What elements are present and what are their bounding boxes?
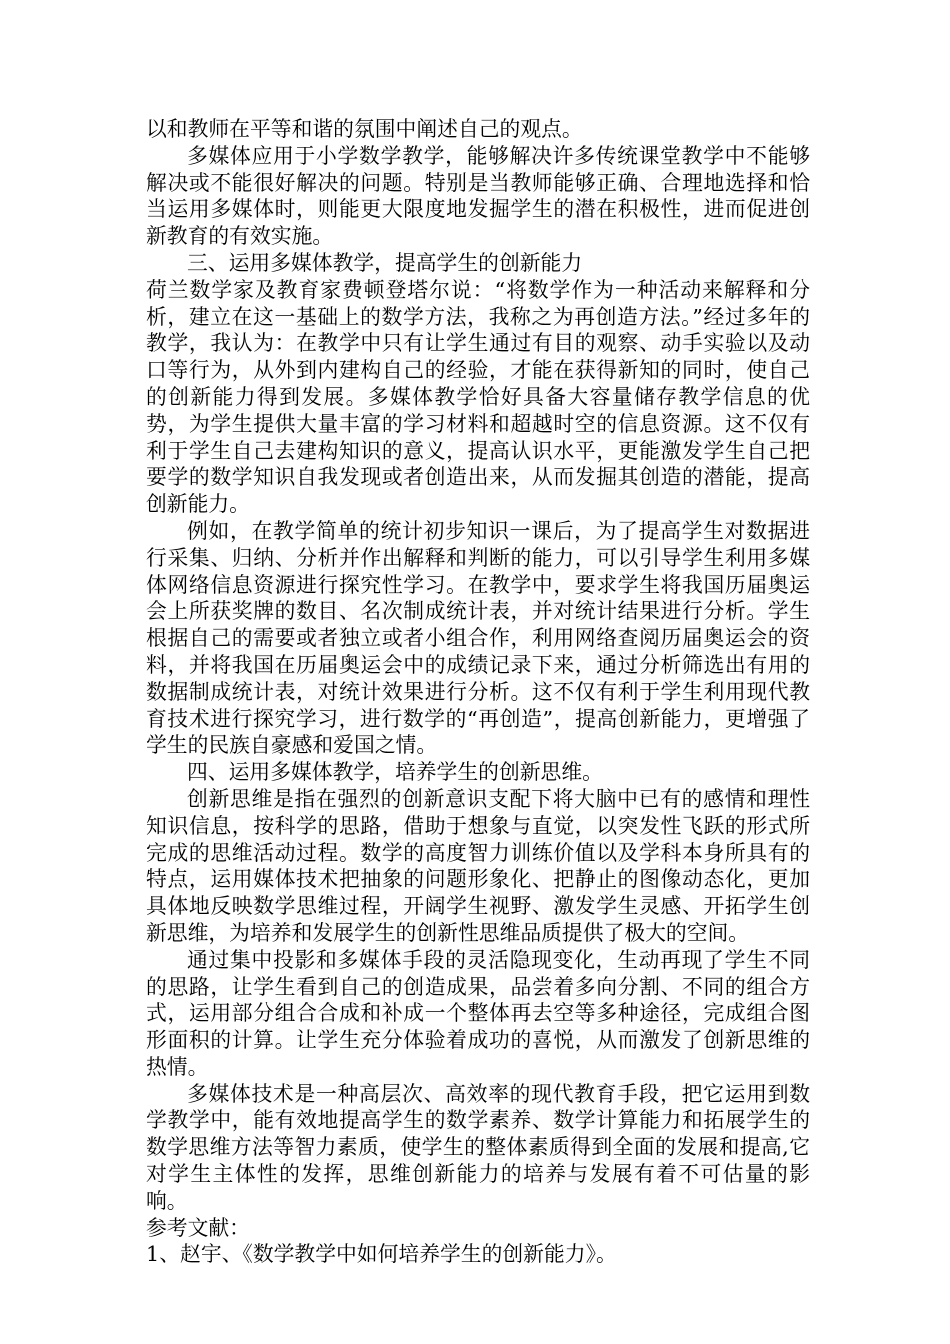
paragraph-projection-methods: 通过集中投影和多媒体手段的灵活隐现变化，生动再现了学生不同的思路，让学生看到自己的创造成果，品尝着多向分割、不同的组合方式，运用部分组合合成和补成一个整体再去空等多种途径，完成组合图形面积的计算。让学生充分体验着成功的喜悦，从而激发了创新思维的热情。 — [146, 947, 810, 1079]
section-heading-three: 三、运用多媒体教学，提高学生的创新能力 — [187, 250, 583, 275]
paragraph-conclusion: 多媒体技术是一种高层次、高效率的现代教育手段，把它运用到数学教学中，能有效地提高学生的数学素养、数学计算能力和拓展学生的数学思维方法等智力素质，使学生的整体素质得到全面的发展和提高,它对学生主体性的发挥，思维创新能力的培养与发展有着不可估量的影响。 — [146, 1081, 810, 1213]
paragraph-creative-thinking: 创新思维是指在强烈的创新意识支配下将大脑中已有的感情和理性知识信息，按科学的思路，借助于想象与直觉，以突发性飞跃的形式所完成的思维活动过程。数学的高度智力训练价值以及学科本身所具有的特点，运用媒体技术把抽象的问题形象化、把静止的图像动态化，更加具体地反映数学思维过程，开阔学生视野、激发学生灵感、开拓学生创新思维，为培养和发展学生的创新性思维品质提供了极大的空间。 — [146, 786, 810, 945]
references-heading: 参考文献： — [146, 1215, 250, 1240]
paragraph-continuation: 以和教师在平等和谐的氛围中阐述自己的观点。 — [146, 117, 583, 141]
paragraph-multimedia-application: 多媒体应用于小学数学教学，能够解决许多传统课堂教学中不能够解决或不能很好解决的问题。特别是当教师能够正确、合理地选择和恰当运用多媒体时，则能更大限度地发掘学生的潜在积极性，进而促进创新教育的有效实施。 — [146, 143, 810, 249]
document-page — [146, 116, 810, 1268]
paragraph-freudenthal-quote: 荷兰数学家及教育家费顿登塔尔说：“将数学作为一种活动来解释和分析，建立在这一基础上的数学方法，我称之为再创造方法。”经过多年的教学，我认为：在教学中只有让学生通过有目的观察、动手实验以及动口等行为，从外到内建构自己的经验，才能在获得新知的同时，使自己的创新能力得到发展。多媒体教学恰好具备大容量储存教学信息的优势，为学生提供大量丰富的学习材料和超越时空的信息资源。这不仅有利于学生自己去建构知识的意义，提高认识水平，更能激发学生自己把要学的数学知识自我发现或者创造出来，从而发掘其创造的潜能，提高创新能力。 — [146, 277, 810, 517]
paragraph-statistics-example: 例如，在教学简单的统计初步知识一课后，为了提高学生对数据进行采集、归纳、分析并作出解释和判断的能力，可以引导学生利用多媒体网络信息资源进行探究性学习。在教学中，要求学生将我国历届奥运会上所获奖牌的数目、名次制成统计表，并对统计结果进行分析。学生根据自己的需要或者独立或者小组合作，利用网络查阅历届奥运会的资料，并将我国在历届奥运会中的成绩记录下来，通过分析筛选出有用的数据制成统计表，对统计效果进行分析。这不仅有利于学生利用现代教育技术进行探究学习，进行数学的“再创造”，提高创新能力，更增强了学生的民族自豪感和爱国之情。 — [146, 518, 810, 758]
section-heading-four: 四、运用多媒体教学，培养学生的创新思维。 — [187, 760, 603, 785]
reference-item: 1、赵宇、《数学教学中如何培养学生的创新能力》。 — [146, 1242, 617, 1267]
